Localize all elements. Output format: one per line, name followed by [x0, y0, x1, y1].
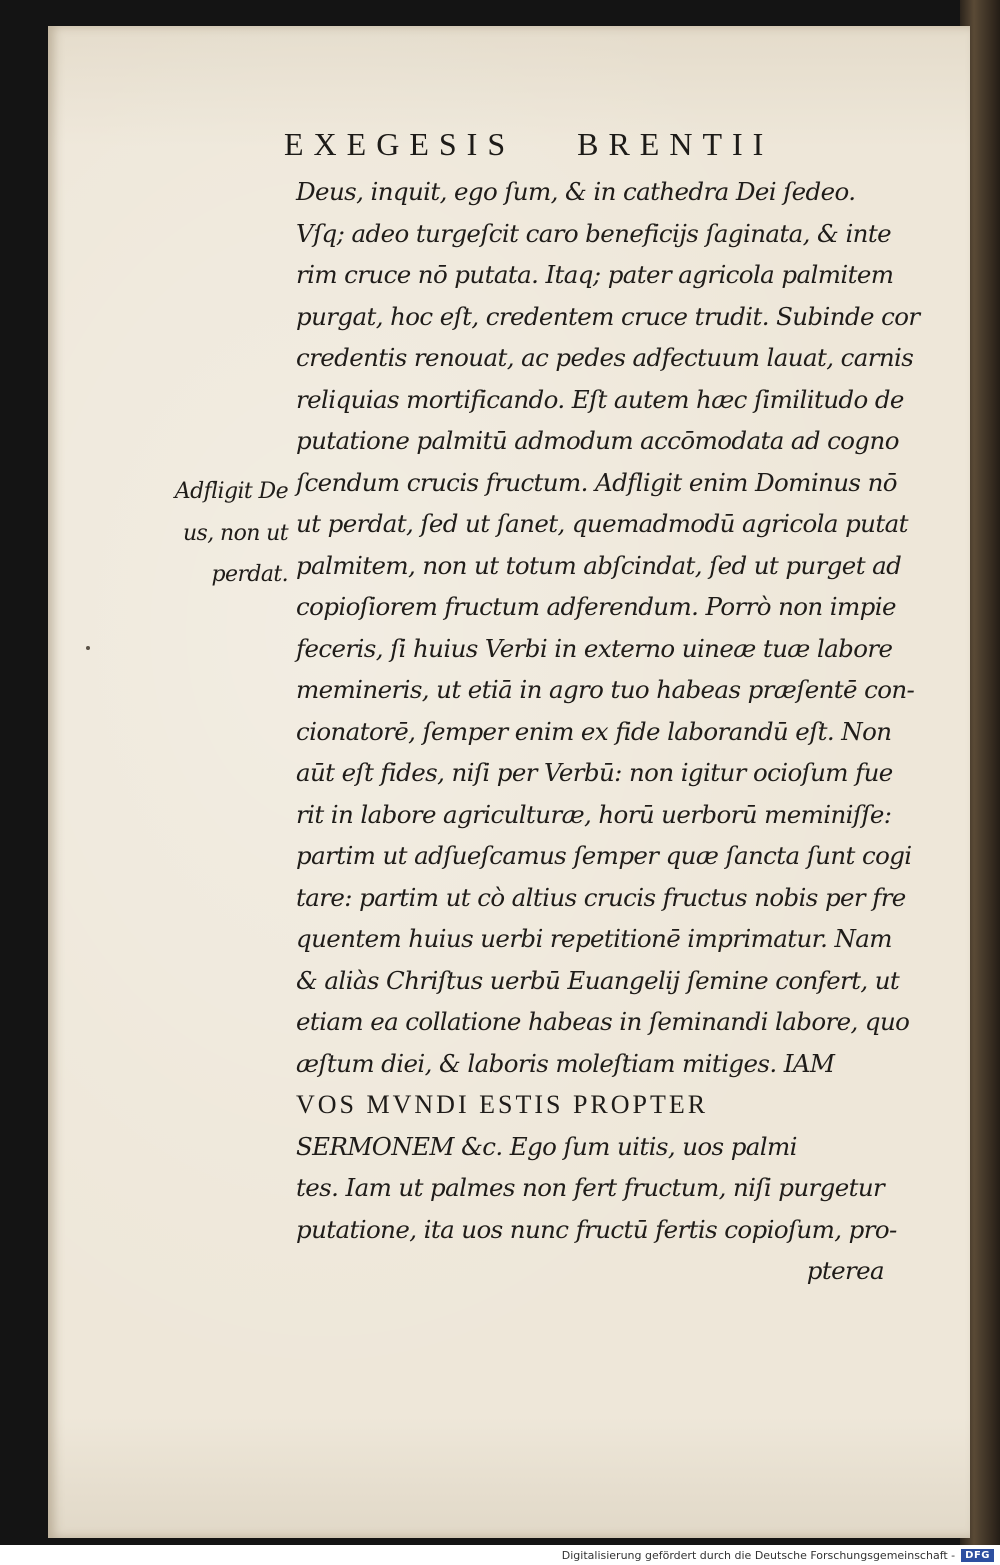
text-line: quentem huius uerbi repetitionē imprimatur. Nam: [296, 924, 892, 953]
header-word-exegesis: EXEGESIS: [284, 125, 516, 162]
margin-line: us, non ut: [182, 520, 288, 546]
dfg-logo: DFG: [961, 1549, 994, 1562]
running-header: [282, 120, 877, 168]
text-line: credentis renouat, ac pedes adfectuum lauat, carnis: [296, 343, 914, 372]
text-line: purgat, hoc eſt, credentem cruce trudit. Subinde cor: [296, 301, 920, 331]
header-word-brentii: BRENTII: [577, 125, 774, 162]
text-line: putatione palmitū admodum accōmodata ad cogno: [296, 426, 899, 455]
text-line: palmitem, non ut totum abſcindat, ſed ut purget ad: [296, 550, 902, 580]
text-line: ſcendum crucis fructum. Adfligit enim Dominus nō: [296, 467, 897, 497]
text-line: & aliàs Chriſtus uerbū Euangelij ſemine confert, ut: [296, 965, 900, 995]
text-line: memineris, ut etiā in agro tuo habeas præſentē con-: [296, 675, 915, 704]
margin-line: Adfligit De: [174, 479, 288, 504]
ink-speck: [86, 646, 90, 650]
text-line: copioſiorem fructum adferendum. Porrò non impie: [296, 592, 896, 621]
text-line: partim ut adſueſcamus ſemper quæ ſancta ſunt cogi: [296, 841, 912, 870]
text-line: ut perdat, ſed ut ſanet, quemadmodū agricola putat: [296, 509, 908, 538]
text-line: tes. Iam ut palmes non fert fructum, niſi purgetur: [296, 1173, 885, 1202]
digitization-footer: [0, 1545, 1000, 1565]
text-line: tare: partim ut cò altius crucis fructus nobis per fre: [296, 882, 906, 912]
text-line: cionatorē, ſemper enim ex fide laborandū eſt. Non: [296, 716, 892, 746]
margin-line: perdat.: [211, 562, 288, 587]
text-line-caps: VOS MVNDI ESTIS PROPTER: [296, 1090, 709, 1119]
text-line: Deus, inquit, ego ſum, & in cathedra Dei ſedeo.: [296, 177, 856, 206]
text-line: rim cruce nō putata. Itaq; pater agricola palmitem: [296, 260, 894, 289]
text-line: aūt eſt fides, niſi per Verbū: non igitur ocioſum fue: [296, 758, 893, 787]
text-line: Vſq; adeo turgeſcit caro beneficijs ſaginata, & inte: [296, 218, 892, 248]
body-text: [296, 171, 936, 1292]
text-line: rit in labore agriculturæ, horū uerborū meminiſſe:: [296, 799, 892, 829]
text-line: æſtum diei, & laboris moleſtiam mitiges. IAM: [296, 1048, 835, 1078]
marginal-note: [136, 471, 288, 596]
text-line: putatione, ita uos nunc fructū fertis copioſum, pro-: [296, 1214, 897, 1244]
footer-credit: Digitalisierung gefördert durch die Deutsche Forschungsgemeinschaft -: [561, 1548, 956, 1562]
text-line: feceris, ſi huius Verbi in externo uineæ tuæ labore: [296, 633, 893, 663]
text-line: etiam ea collatione habeas in ſeminandi labore, quo: [296, 1007, 910, 1036]
text-line: reliquias mortificando. Eſt autem hæc ſimilitudo de: [296, 384, 904, 414]
catchword: pterea: [806, 1256, 884, 1285]
text-line: SERMONEM &c. Ego ſum uitis, uos palmi: [296, 1131, 797, 1161]
